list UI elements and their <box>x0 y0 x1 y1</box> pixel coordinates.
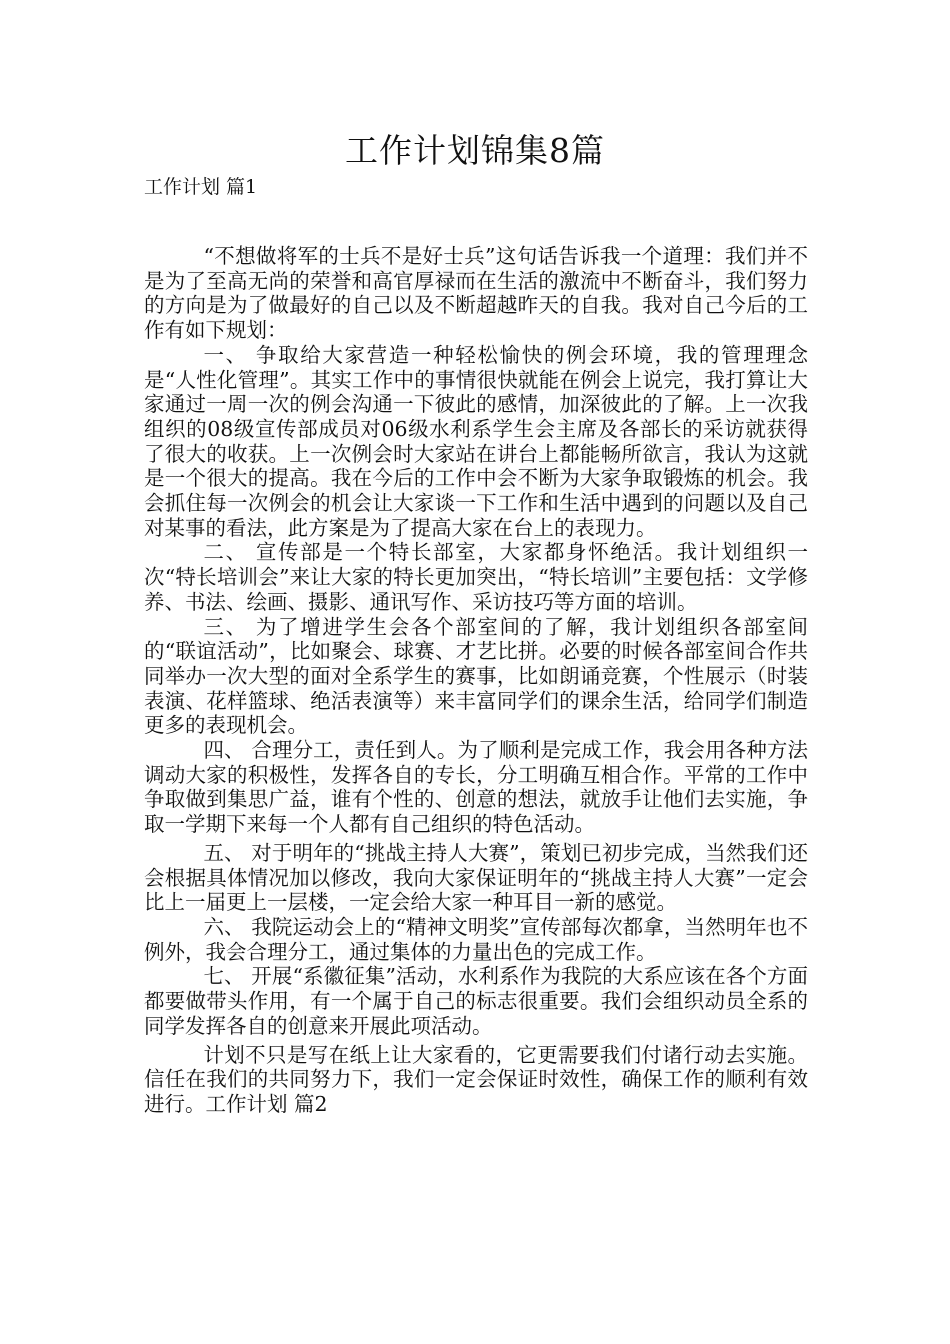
paragraph-item-5: 五、 对于明年的“挑战主持人大赛”，策划已初步完成，当然我们还会根据具体情况加以修改，我向大家保证明年的“挑战主持人大赛”一定会比上一届更上一层楼，一定会给大家一种耳目一新的感觉。 <box>144 840 808 915</box>
paragraph-item-4: 四、 合理分工，责任到人。为了顺利是完成工作，我会用各种方法调动大家的积极性，发挥各自的专长，分工明确互相合作。平常的工作中争取做到集思广益，谁有个性的、创意的想法，就放手让他们去实施，争取一学期下来每一个人都有自己组织的特色活动。 <box>144 738 808 837</box>
paragraph-conclusion-text: 计划不只是写在纸上让大家看的，它更需要我们付诸行动去实施。信任在我们的共同努力下，我们一定会保证时效性，确保工作的顺利有效进行。 <box>144 1042 808 1116</box>
paragraph-item-3: 三、 为了增进学生会各个部室间的了解，我计划组织各部室间的“联谊活动”，比如聚会、球赛、才艺比拼。必要的时候各部室间合作共同举办一次大型的面对全系学生的赛事，比如朗诵竞赛，个性展示（时装表演、花样篮球、绝活表演等）来丰富同学们的课余生活，给同学们制造更多的表现机会。 <box>144 614 808 738</box>
paragraph-item-2: 二、 宣传部是一个特长部室，大家都身怀绝活。我计划组织一次“特长培训会”来让大家的特长更加突出，“特长培训”主要包括：文学修养、书法、绘画、摄影、通讯写作、采访技巧等方面的培训。 <box>144 540 808 614</box>
paragraph-intro: “不想做将军的士兵不是好士兵”这句话告诉我一个道理：我们并不是为了至高无尚的荣誉和高官厚禄而在生活的激流中不断奋斗，我们努力的方向是为了做最好的自己以及不断超越昨天的自我。我对自己今后的工作有如下规划： <box>144 244 808 343</box>
document-title: 工作计划锦集8篇 <box>345 131 605 170</box>
next-section-heading: 工作计划 篇2 <box>205 1091 328 1116</box>
section-heading: 工作计划 篇1 <box>144 176 258 198</box>
paragraph-item-1: 一、 争取给大家营造一种轻松愉快的例会环境，我的管理理念是“人性化管理”。其实工作中的事情很快就能在例会上说完，我打算让大家通过一周一次的例会沟通一下彼此的感情，加深彼此的了解。上一次我组织的08级宣传部成员对06级水利系学生会主席及各部长的采访就获得了很大的收获。上一次例会时大家站在讲台上都能畅所欲言，我认为这就是一个很大的提高。我在今后的工作中会不断为大家争取锻炼的机会。我会抓住每一次例会的机会让大家谈一下工作和生活中遇到的问题以及自己对某事的看法，此方案是为了提高大家在台上的表现力。 <box>144 342 808 540</box>
document-body <box>144 244 808 1117</box>
paragraph-item-7: 七、 开展“系徽征集”活动，水利系作为我院的大系应该在各个方面都要做带头作用，有一个属于自己的标志很重要。我们会组织动员全系的同学发挥各自的创意来开展此项活动。 <box>144 964 808 1038</box>
paragraph-item-6: 六、 我院运动会上的“精神文明奖”宣传部每次都拿，当然明年也不例外，我会合理分工，通过集体的力量出色的完成工作。 <box>144 914 808 964</box>
paragraph-conclusion <box>144 1043 808 1117</box>
